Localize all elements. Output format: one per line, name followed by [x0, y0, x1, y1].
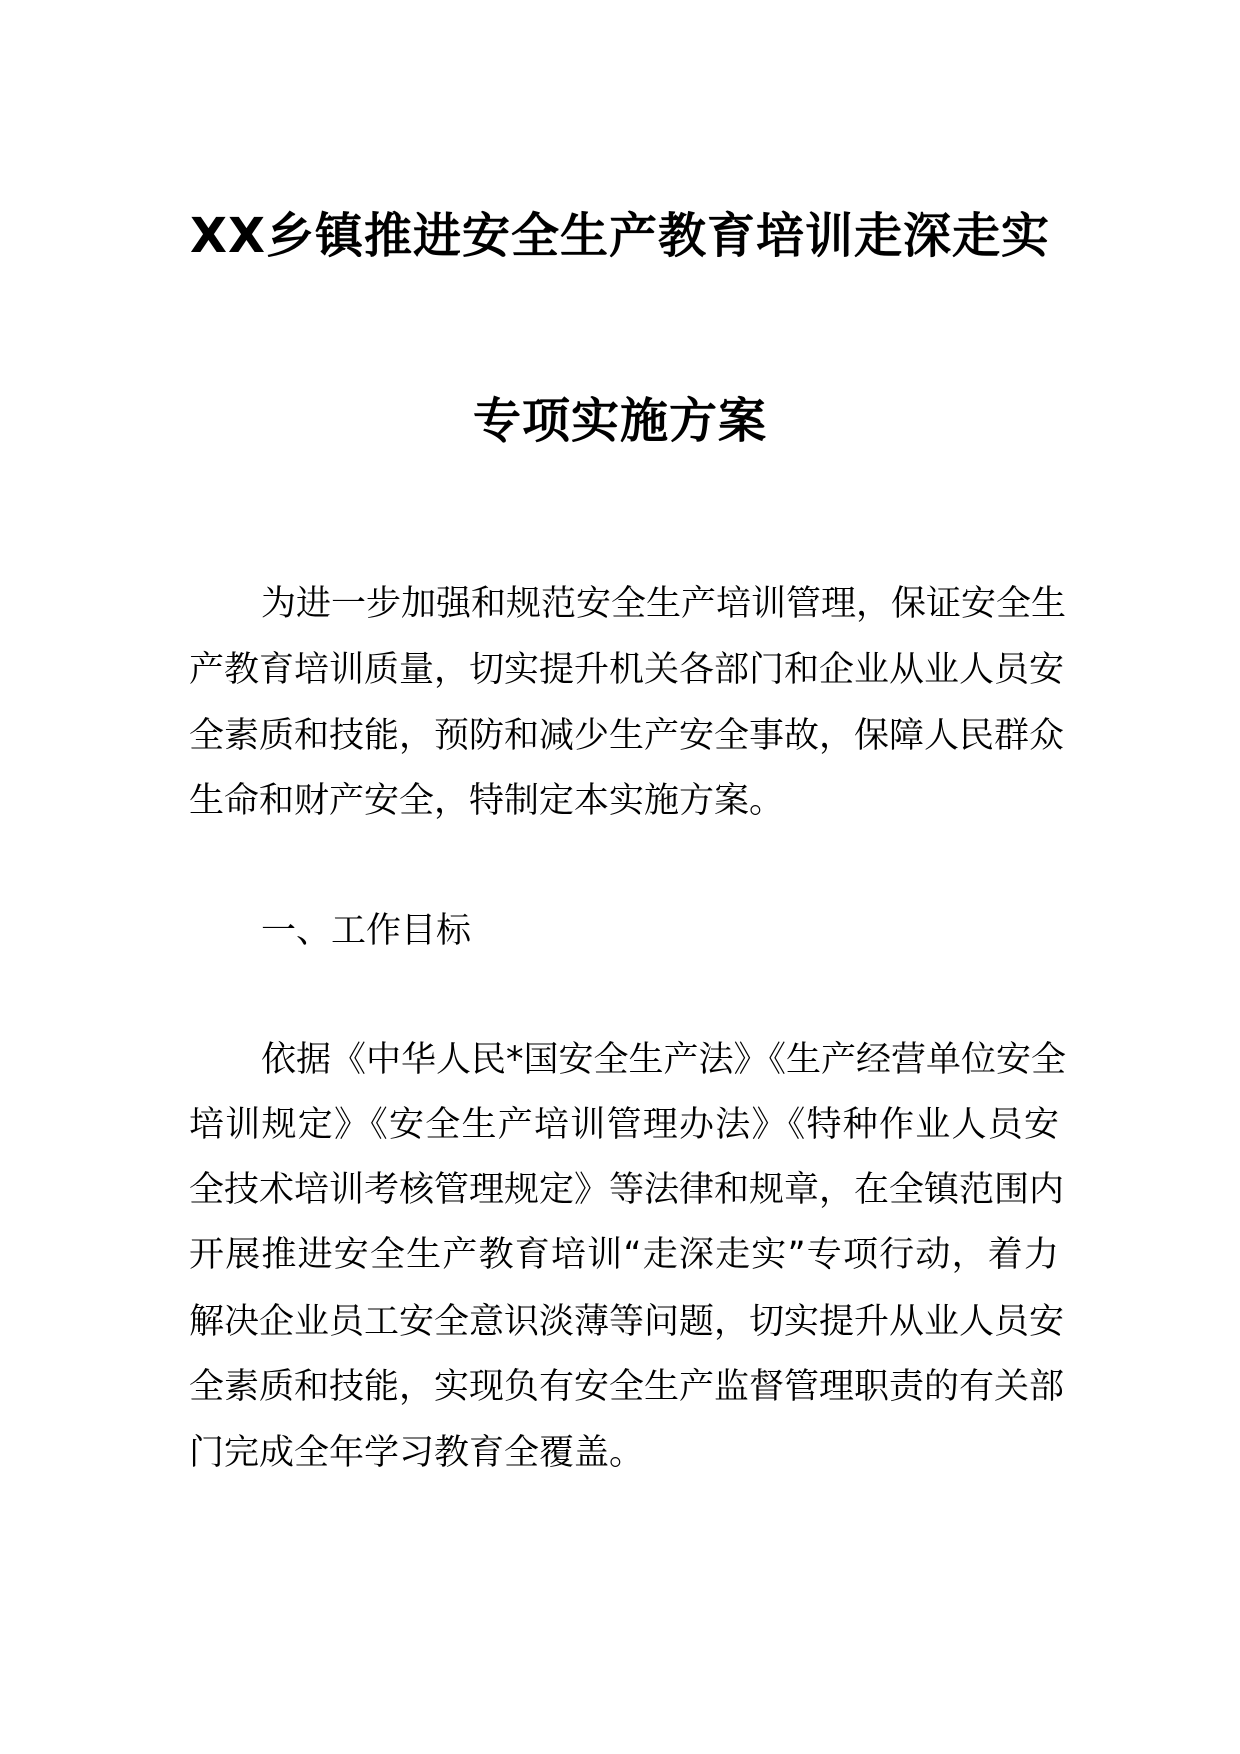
section-heading: 一、工作目标	[261, 911, 472, 951]
paragraph-line: 开展推进安全生产教育培训“走深走实”专项行动，着力	[189, 1235, 1059, 1275]
paragraph-line: 生命和财产安全，特制定本实施方案。	[189, 781, 785, 821]
paragraph-line: 依据《中华人民*国安全生产法》《生产经营单位安全	[261, 1040, 1067, 1080]
paragraph-line: 培训规定》《安全生产培训管理办法》《特种作业人员安	[189, 1105, 1059, 1145]
paragraph-line: 产教育培训质量，切实提升机关各部门和企业从业人员安	[189, 650, 1065, 690]
document-title-line-2: 专项实施方案	[472, 393, 767, 449]
paragraph-line: 全技术培训考核管理规定》等法律和规章，在全镇范围内	[189, 1170, 1065, 1210]
document-title-line-1: XX乡镇推进安全生产教育培训走深走实	[189, 208, 1051, 264]
paragraph-line: 全素质和技能，预防和减少生产安全事故，保障人民群众	[189, 716, 1065, 756]
paragraph-line: 解决企业员工安全意识淡薄等问题，切实提升从业人员安	[189, 1302, 1065, 1342]
paragraph-line: 门完成全年学习教育全覆盖。	[189, 1433, 645, 1473]
paragraph-line: 全素质和技能，实现负有安全生产监督管理职责的有关部	[189, 1367, 1065, 1407]
paragraph-line: 为进一步加强和规范安全生产培训管理，保证安全生	[261, 584, 1067, 624]
